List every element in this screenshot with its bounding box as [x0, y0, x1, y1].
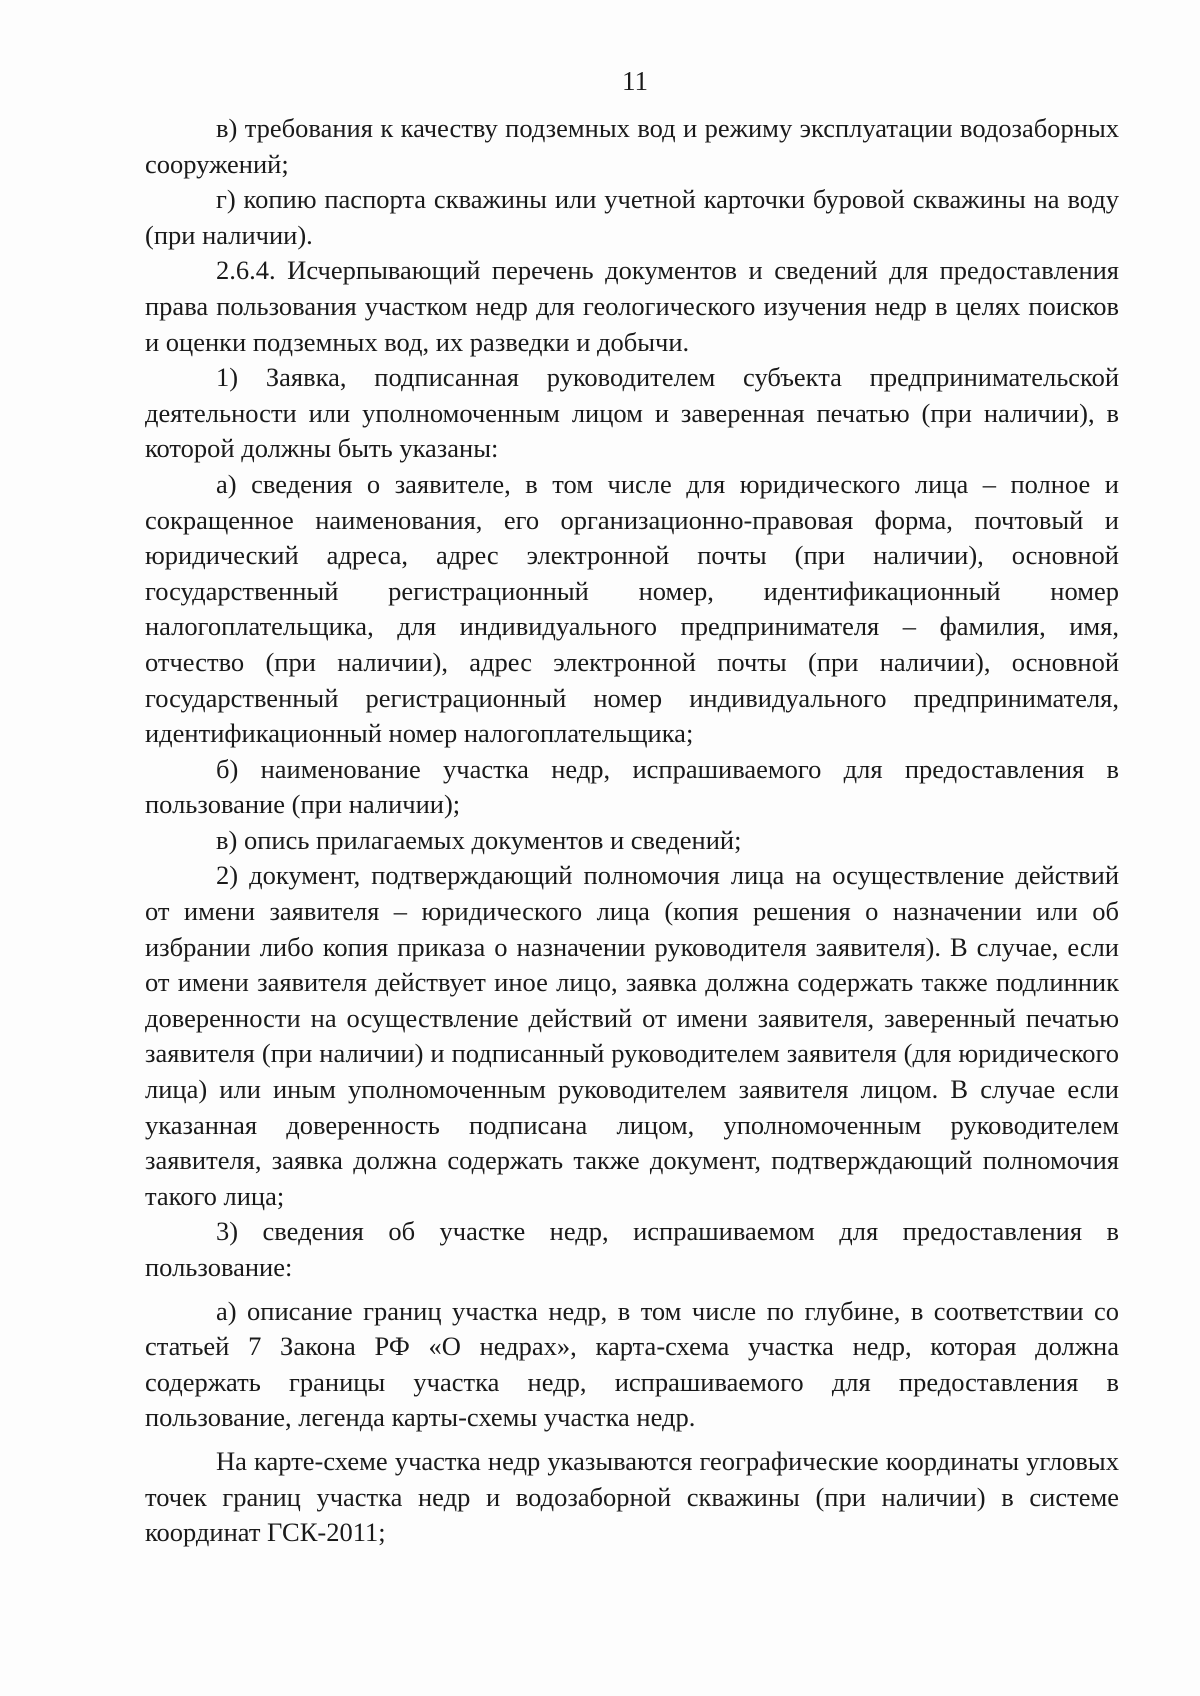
- paragraph-document-inventory: в) опись прилагаемых документов и сведений;: [216, 824, 742, 855]
- document-body: [145, 111, 1119, 1551]
- paragraph-subsoil-site-name: б) наименование участка недр, испрашиваемого для предоставления в пользование (при наличии);: [145, 753, 1119, 820]
- page-number: 11: [622, 66, 648, 96]
- paragraph-site-info-item-3: 3) сведения об участке недр, испрашиваемом для предоставления в пользование:: [145, 1216, 1119, 1282]
- paragraph-water-quality-requirements: в) требования к качеству подземных вод и режиму эксплуатации водозаборных сооружений;: [145, 113, 1119, 179]
- paragraph-authority-document-item-2: 2) документ, подтверждающий полномочия лица на осуществление действий от имени заявителя – юридического лица (копия решения о назначении или об избрании либо копия приказа о назначении руководителя заявителя). В случае, если от имени заявителя действует иное лицо, заявка должна содержать также подлинник доверенности на осуществление действий от имени заявителя, заверенный печатью заявителя (при наличии) и подписанный руководителем заявителя (для юридического лица) или иным уполномоченным руководителем заявителя лицом. В случае если указанная доверенность подписана лицом, уполномоченным руководителем заявителя, заявка должна содержать также документ, подтверждающий полномочия такого лица;: [145, 860, 1119, 1211]
- paragraph-section-2-6-4: 2.6.4. Исчерпывающий перечень документов и сведений для предоставления права пользования участком недр для геологического изучения недр в целях поисков и оценки подземных вод, их разведки и добычи.: [145, 255, 1119, 357]
- paragraph-well-passport-copy: г) копию паспорта скважины или учетной карточки буровой скважины на воду (при наличии).: [145, 184, 1119, 250]
- paragraph-applicant-info: а) сведения о заявителе, в том числе для юридического лица – полное и сокращенное наименования, его организационно-правовая форма, почтовый и юридический адреса, адрес электронной почты (при наличии), основной государственный регистрационный номер, идентификационный номер налогоплательщика, для индивидуального предпринимателя – фамилия, имя, отчество (при наличии), адрес электронной почты (при наличии), основной государственный регистрационный номер индивидуального предпринимателя, идентификационный номер налогоплательщика;: [145, 468, 1119, 749]
- paragraph-map-coordinates: На карте-схеме участка недр указываются географические координаты угловых точек границ участка недр и водозаборной скважины (при наличии) в системе координат ГСК-2011;: [145, 1445, 1119, 1548]
- paragraph-application-item-1: 1) Заявка, подписанная руководителем субъекта предпринимательской деятельности или уполномоченным лицом и заверенная печатью (при наличии), в которой должны быть указаны:: [145, 362, 1119, 464]
- paragraph-site-boundaries-description: а) описание границ участка недр, в том числе по глубине, в соответствии со статьей 7 Закона РФ «О недрах», карта-схема участка недр, которая должна содержать границы участка недр, испрашиваемого для предоставления в пользование, легенда карты-схемы участка недр.: [145, 1295, 1119, 1433]
